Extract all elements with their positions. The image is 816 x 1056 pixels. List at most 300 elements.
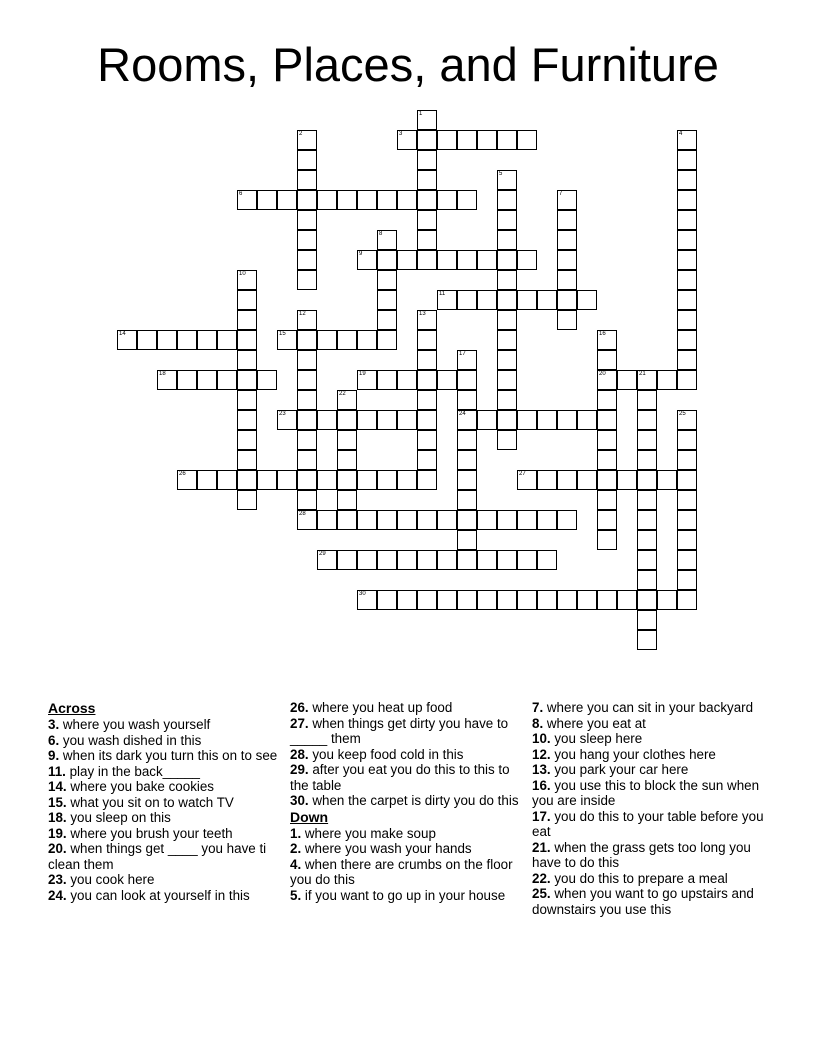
grid-cell[interactable] [577,470,597,490]
grid-cell[interactable] [417,130,437,150]
grid-cell[interactable] [457,450,477,470]
grid-cell[interactable] [437,550,457,570]
grid-cell[interactable] [537,510,557,530]
grid-cell[interactable] [677,230,697,250]
grid-cell[interactable] [637,370,657,390]
clue-text: you can look at yourself in this [70,887,250,903]
grid-cell[interactable] [477,290,497,310]
grid-cell[interactable] [497,370,517,390]
clue-number: 8. [532,715,547,731]
grid-cell[interactable] [637,590,657,610]
grid-cell[interactable] [297,370,317,390]
grid-cell[interactable] [197,470,217,490]
grid-cell[interactable] [237,310,257,330]
clue-number: 22. [532,870,555,886]
grid-cell[interactable] [217,330,237,350]
grid-cell[interactable] [677,570,697,590]
grid-cell[interactable] [177,370,197,390]
grid-cell[interactable] [457,390,477,410]
grid-cell[interactable] [677,250,697,270]
grid-cell[interactable] [237,430,257,450]
across-clue-26 [290,700,526,716]
grid-cell[interactable] [417,550,437,570]
grid-cell[interactable] [637,630,657,650]
grid-cell[interactable] [397,130,417,150]
grid-cell[interactable] [377,550,397,570]
grid-cell[interactable] [417,430,437,450]
grid-cell[interactable] [337,470,357,490]
grid-cell[interactable] [497,210,517,230]
grid-cell[interactable] [237,410,257,430]
grid-cell[interactable] [457,130,477,150]
down-clue-21 [532,840,768,871]
cell-number: 6 [239,191,243,197]
grid-cell[interactable] [457,490,477,510]
grid-cell[interactable] [437,590,457,610]
grid-cell[interactable] [457,250,477,270]
grid-cell[interactable] [157,330,177,350]
grid-cell[interactable] [517,470,537,490]
grid-cell[interactable] [197,330,217,350]
grid-cell[interactable] [597,530,617,550]
grid-cell[interactable] [597,370,617,390]
grid-cell[interactable] [457,290,477,310]
grid-cell[interactable] [417,370,437,390]
grid-cell[interactable] [437,510,457,530]
grid-cell[interactable] [497,510,517,530]
grid-cell[interactable] [237,490,257,510]
grid-cell[interactable] [417,110,437,130]
clue-text: where you brush your teeth [70,825,233,841]
grid-cell[interactable] [277,410,297,430]
grid-cell[interactable] [237,370,257,390]
down-clue-7 [532,700,768,716]
grid-cell[interactable] [357,190,377,210]
grid-cell[interactable] [397,250,417,270]
grid-cell[interactable] [397,410,417,430]
grid-cell[interactable] [317,510,337,530]
grid-cell[interactable] [457,190,477,210]
clue-number: 30. [290,793,313,808]
clue-text: you do this to prepare a meal [554,870,728,886]
grid-cell[interactable] [597,450,617,470]
grid-cell[interactable] [577,410,597,430]
clue-number: 13. [532,762,555,777]
grid-cell[interactable] [377,250,397,270]
grid-cell[interactable] [397,190,417,210]
grid-cell[interactable] [637,430,657,450]
grid-cell[interactable] [397,370,417,390]
grid-cell[interactable] [357,510,377,530]
grid-cell[interactable] [237,270,257,290]
grid-cell[interactable] [337,450,357,470]
grid-cell[interactable] [677,270,697,290]
grid-cell[interactable] [517,510,537,530]
cell-number: 17 [459,351,466,357]
grid-cell[interactable] [337,330,357,350]
grid-cell[interactable] [557,590,577,610]
grid-cell[interactable] [357,470,377,490]
grid-cell[interactable] [477,590,497,610]
grid-cell[interactable] [517,130,537,150]
grid-cell[interactable] [637,550,657,570]
grid-cell[interactable] [557,410,577,430]
cell-number: 4 [679,131,683,137]
grid-cell[interactable] [497,350,517,370]
grid-cell[interactable] [497,230,517,250]
clue-column-3 [532,700,768,917]
grid-cell[interactable] [417,210,437,230]
grid-cell[interactable] [337,510,357,530]
grid-cell[interactable] [297,490,317,510]
grid-cell[interactable] [517,590,537,610]
grid-cell[interactable] [677,410,697,430]
grid-cell[interactable] [657,370,677,390]
grid-cell[interactable] [377,190,397,210]
grid-cell[interactable] [677,490,697,510]
grid-cell[interactable] [637,390,657,410]
grid-cell[interactable] [337,410,357,430]
grid-cell[interactable] [437,290,457,310]
grid-cell[interactable] [557,290,577,310]
grid-cell[interactable] [397,510,417,530]
grid-cell[interactable] [417,170,437,190]
grid-cell[interactable] [677,470,697,490]
grid-cell[interactable] [457,590,477,610]
grid-cell[interactable] [497,590,517,610]
cell-number: 30 [359,591,366,597]
grid-cell[interactable] [517,550,537,570]
grid-cell[interactable] [357,330,377,350]
grid-cell[interactable] [217,370,237,390]
grid-cell[interactable] [297,270,317,290]
clue-number: 16. [532,777,555,793]
grid-cell[interactable] [237,390,257,410]
grid-cell[interactable] [557,190,577,210]
grid-cell[interactable] [637,410,657,430]
grid-cell[interactable] [517,290,537,310]
across-clue-9 [48,748,284,764]
grid-cell[interactable] [317,470,337,490]
grid-cell[interactable] [377,310,397,330]
down-clue-5 [290,888,526,904]
grid-cell[interactable] [337,430,357,450]
grid-cell[interactable] [397,590,417,610]
grid-cell[interactable] [677,590,697,610]
grid-cell[interactable] [497,250,517,270]
grid-cell[interactable] [537,410,557,430]
grid-cell[interactable] [597,510,617,530]
grid-cell[interactable] [677,530,697,550]
grid-cell[interactable] [577,590,597,610]
grid-cell[interactable] [497,290,517,310]
grid-cell[interactable] [677,290,697,310]
grid-cell[interactable] [417,150,437,170]
grid-cell[interactable] [617,470,637,490]
grid-cell[interactable] [677,370,697,390]
across-clue-23 [48,872,284,888]
grid-cell[interactable] [317,550,337,570]
grid-cell[interactable] [677,550,697,570]
grid-cell[interactable] [317,410,337,430]
grid-cell[interactable] [457,510,477,530]
grid-cell[interactable] [437,130,457,150]
clue-number: 19. [48,825,71,841]
grid-cell[interactable] [417,590,437,610]
across-clue-18 [48,810,284,826]
grid-cell[interactable] [377,590,397,610]
grid-cell[interactable] [457,430,477,450]
grid-cell[interactable] [277,330,297,350]
grid-cell[interactable] [557,250,577,270]
clue-text: when there are crumbs on the floor you do this [290,856,513,887]
grid-cell[interactable] [397,470,417,490]
grid-cell[interactable] [417,450,437,470]
grid-cell[interactable] [497,430,517,450]
grid-cell[interactable] [457,410,477,430]
grid-cell[interactable] [277,190,297,210]
grid-cell[interactable] [337,550,357,570]
grid-cell[interactable] [137,330,157,350]
grid-cell[interactable] [297,150,317,170]
grid-cell[interactable] [677,210,697,230]
grid-cell[interactable] [417,190,437,210]
grid-cell[interactable] [517,410,537,430]
grid-cell[interactable] [477,410,497,430]
grid-cell[interactable] [377,270,397,290]
cell-number: 18 [159,371,166,377]
grid-cell[interactable] [397,550,417,570]
grid-cell[interactable] [497,330,517,350]
grid-cell[interactable] [357,590,377,610]
grid-cell[interactable] [237,450,257,470]
cell-number: 22 [339,391,346,397]
grid-cell[interactable] [297,250,317,270]
grid-cell[interactable] [377,410,397,430]
grid-cell[interactable] [437,370,457,390]
grid-cell[interactable] [297,410,317,430]
grid-cell[interactable] [557,510,577,530]
grid-cell[interactable] [557,470,577,490]
grid-cell[interactable] [597,430,617,450]
grid-cell[interactable] [257,190,277,210]
grid-cell[interactable] [637,570,657,590]
grid-cell[interactable] [677,130,697,150]
grid-cell[interactable] [497,170,517,190]
grid-cell[interactable] [457,370,477,390]
grid-cell[interactable] [357,370,377,390]
grid-cell[interactable] [117,330,137,350]
grid-cell[interactable] [677,430,697,450]
grid-cell[interactable] [437,250,457,270]
grid-cell[interactable] [317,190,337,210]
grid-cell[interactable] [597,330,617,350]
grid-cell[interactable] [297,230,317,250]
grid-cell[interactable] [597,590,617,610]
grid-cell[interactable] [477,130,497,150]
clue-text: you wash dished in this [62,732,202,748]
grid-cell[interactable] [637,610,657,630]
grid-cell[interactable] [677,350,697,370]
grid-cell[interactable] [217,470,237,490]
grid-cell[interactable] [557,270,577,290]
grid-cell[interactable] [677,150,697,170]
grid-cell[interactable] [597,410,617,430]
grid-cell[interactable] [457,550,477,570]
clue-text: where you eat at [546,715,646,731]
grid-cell[interactable] [317,330,337,350]
clue-text: what you sit on to watch TV [70,794,234,810]
grid-cell[interactable] [577,290,597,310]
grid-cell[interactable] [637,530,657,550]
clue-number: 18. [48,810,71,825]
grid-cell[interactable] [537,470,557,490]
grid-cell[interactable] [457,470,477,490]
grid-cell[interactable] [417,250,437,270]
grid-cell[interactable] [277,470,297,490]
grid-cell[interactable] [417,350,437,370]
grid-cell[interactable] [637,450,657,470]
clue-number: 14. [48,779,71,794]
grid-cell[interactable] [417,330,437,350]
grid-cell[interactable] [297,350,317,370]
grid-cell[interactable] [617,370,637,390]
grid-cell[interactable] [497,270,517,290]
grid-cell[interactable] [557,310,577,330]
grid-cell[interactable] [297,470,317,490]
grid-cell[interactable] [257,370,277,390]
grid-cell[interactable] [337,390,357,410]
grid-cell[interactable] [677,170,697,190]
grid-cell[interactable] [637,490,657,510]
grid-cell[interactable] [417,410,437,430]
grid-cell[interactable] [297,170,317,190]
grid-cell[interactable] [417,510,437,530]
grid-cell[interactable] [497,130,517,150]
grid-cell[interactable] [657,590,677,610]
grid-cell[interactable] [497,550,517,570]
grid-cell[interactable] [237,470,257,490]
grid-cell[interactable] [437,190,457,210]
grid-cell[interactable] [157,370,177,390]
clue-number: 1. [290,825,305,841]
grid-cell[interactable] [357,250,377,270]
grid-cell[interactable] [357,410,377,430]
grid-cell[interactable] [197,370,217,390]
grid-cell[interactable] [497,390,517,410]
grid-cell[interactable] [297,510,317,530]
grid-cell[interactable] [617,590,637,610]
grid-cell[interactable] [377,230,397,250]
grid-cell[interactable] [597,470,617,490]
grid-cell[interactable] [477,250,497,270]
clue-text: where you wash your hands [304,841,472,856]
grid-cell[interactable] [637,510,657,530]
grid-cell[interactable] [497,190,517,210]
grid-cell[interactable] [177,330,197,350]
grid-cell[interactable] [237,190,257,210]
clue-text: where you make soup [304,825,436,841]
grid-cell[interactable] [237,290,257,310]
down-clue-13 [532,762,768,778]
cell-number: 2 [299,131,303,137]
grid-cell[interactable] [297,450,317,470]
grid-cell[interactable] [297,390,317,410]
grid-cell[interactable] [677,310,697,330]
clue-number: 15. [48,794,71,810]
grid-cell[interactable] [597,390,617,410]
grid-cell[interactable] [297,210,317,230]
grid-cell[interactable] [597,350,617,370]
cell-number: 24 [459,411,466,417]
across-clue-19 [48,826,284,842]
grid-cell[interactable] [377,290,397,310]
grid-cell[interactable] [337,190,357,210]
grid-cell[interactable] [557,210,577,230]
grid-cell[interactable] [337,490,357,510]
grid-cell[interactable] [677,330,697,350]
clue-number: 6. [48,732,63,748]
clue-text: where you can sit in your backyard [546,700,754,715]
grid-cell[interactable] [677,190,697,210]
grid-cell[interactable] [677,510,697,530]
grid-cell[interactable] [517,250,537,270]
cell-number: 13 [419,311,426,317]
grid-cell[interactable] [497,310,517,330]
grid-cell[interactable] [297,330,317,350]
grid-cell[interactable] [297,310,317,330]
grid-cell[interactable] [657,470,677,490]
grid-cell[interactable] [677,450,697,470]
cell-number: 10 [239,271,246,277]
grid-cell[interactable] [377,510,397,530]
grid-cell[interactable] [597,490,617,510]
cell-number: 19 [359,371,366,377]
clue-text: play in the back_____ [69,763,200,779]
clue-text: when its dark you turn this on to see [62,748,278,763]
grid-cell[interactable] [417,230,437,250]
grid-cell[interactable] [377,370,397,390]
grid-cell[interactable] [257,470,277,490]
grid-cell[interactable] [177,470,197,490]
grid-cell[interactable] [237,350,257,370]
grid-cell[interactable] [457,350,477,370]
clue-number: 29. [290,762,313,777]
grid-cell[interactable] [297,430,317,450]
clue-number: 21. [532,839,555,855]
grid-cell[interactable] [557,230,577,250]
grid-cell[interactable] [537,290,557,310]
grid-cell[interactable] [377,330,397,350]
grid-cell[interactable] [497,410,517,430]
grid-cell[interactable] [637,470,657,490]
grid-cell[interactable] [417,470,437,490]
grid-cell[interactable] [457,530,477,550]
grid-cell[interactable] [297,130,317,150]
grid-cell[interactable] [297,190,317,210]
grid-cell[interactable] [477,510,497,530]
cell-number: 3 [399,131,403,137]
grid-cell[interactable] [377,470,397,490]
grid-cell[interactable] [237,330,257,350]
grid-cell[interactable] [477,550,497,570]
grid-cell[interactable] [417,310,437,330]
grid-cell[interactable] [417,390,437,410]
grid-cell[interactable] [357,550,377,570]
grid-cell[interactable] [537,590,557,610]
grid-cell[interactable] [537,550,557,570]
cell-number: 11 [439,291,446,297]
